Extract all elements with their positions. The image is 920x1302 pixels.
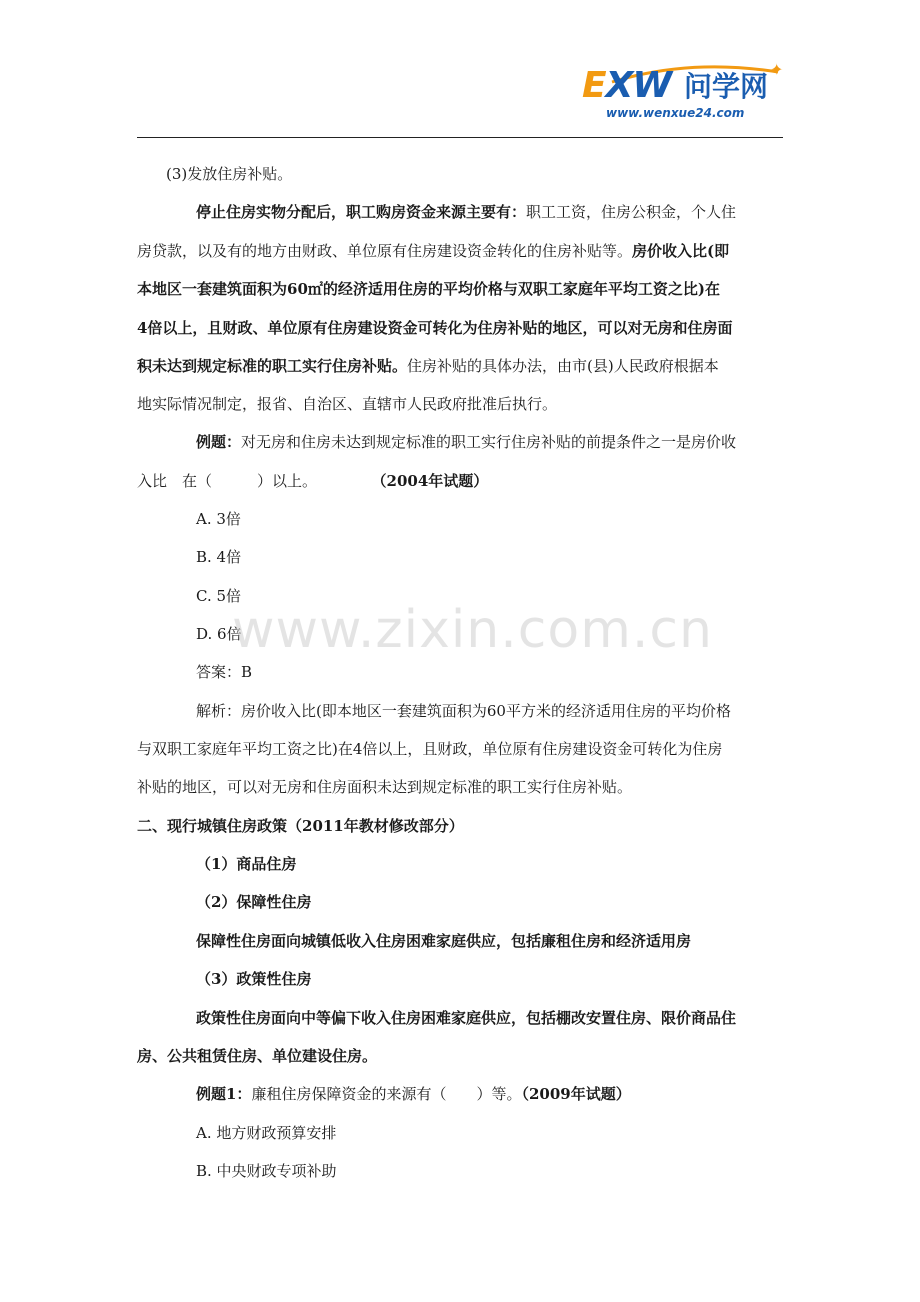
paragraph-line: 积未达到规定标准的职工实行住房补贴。住房补贴的具体办法，由市(县)人民政府根据本 <box>137 357 719 375</box>
policy-description: 政策性住房面向中等偏下收入住房困难家庭供应，包括棚改安置住房、限价商品住 <box>196 1009 737 1027</box>
watermark: www.zixin.com.cn <box>232 600 713 660</box>
option-a: A. 地方财政预算安排 <box>196 1124 337 1142</box>
paragraph-line: 4倍以上，且财政、单位原有住房建设资金可转化为住房补贴的地区，可以对无房和住房面 <box>137 319 733 337</box>
logo-chinese-name: 问学网 <box>684 70 769 103</box>
logo-url: www.wenxue24.com <box>606 106 745 120</box>
option-d: D. 6倍 <box>196 625 242 643</box>
paragraph-line: 本地区一套建筑面积为60㎡的经济适用住房的平均价格与双职工家庭年平均工资之比)在 <box>137 280 720 298</box>
example-question-2: 例题1：廉租住房保障资金的来源有（ ）等。（2009年试题） <box>196 1085 631 1103</box>
site-logo <box>580 60 790 126</box>
example-question-line: 入比 在（ ）以上。 （2004年试题） <box>137 472 489 490</box>
logo-brand: EXW <box>582 65 672 106</box>
subheading-commercial: （1）商品住房 <box>196 855 297 873</box>
section-heading: (3)发放住房补贴。 <box>166 165 293 183</box>
paragraph-line: 地实际情况制定，报省、自治区、直辖市人民政府批准后执行。 <box>137 395 558 413</box>
explanation-line: 与双职工家庭年平均工资之比)在4倍以上，且财政，单位原有住房建设资金可转化为住房 <box>137 740 723 758</box>
subheading-affordable: （2）保障性住房 <box>196 893 312 911</box>
subheading-policy: （3）政策性住房 <box>196 970 312 988</box>
explanation-line: 补贴的地区，可以对无房和住房面积未达到规定标准的职工实行住房补贴。 <box>137 778 633 796</box>
paragraph-line: 停止住房实物分配后，职工购房资金来源主要有：职工工资，住房公积金，个人住 <box>196 203 737 221</box>
star-icon: ✦ <box>770 60 784 79</box>
answer: 答案：B <box>196 663 253 681</box>
header-divider <box>137 137 783 138</box>
option-c: C. 5倍 <box>196 587 242 605</box>
section-2-heading: 二、现行城镇住房政策（2011年教材修改部分） <box>137 817 464 835</box>
option-b: B. 4倍 <box>196 548 242 566</box>
option-b: B. 中央财政专项补助 <box>196 1162 337 1180</box>
example-question: 例题：对无房和住房未达到规定标准的职工实行住房补贴的前提条件之一是房价收 <box>196 433 737 451</box>
paragraph-line: 房贷款，以及有的地方由财政、单位原有住房建设资金转化的住房补贴等。房价收入比(即 <box>137 242 730 260</box>
policy-description: 房、公共租赁住房、单位建设住房。 <box>137 1047 378 1065</box>
affordable-description: 保障性住房面向城镇低收入住房困难家庭供应，包括廉租住房和经济适用房 <box>196 932 692 950</box>
option-a: A. 3倍 <box>196 510 241 528</box>
explanation-line: 解析：房价收入比(即本地区一套建筑面积为60平方米的经济适用住房的平均价格 <box>196 702 731 720</box>
